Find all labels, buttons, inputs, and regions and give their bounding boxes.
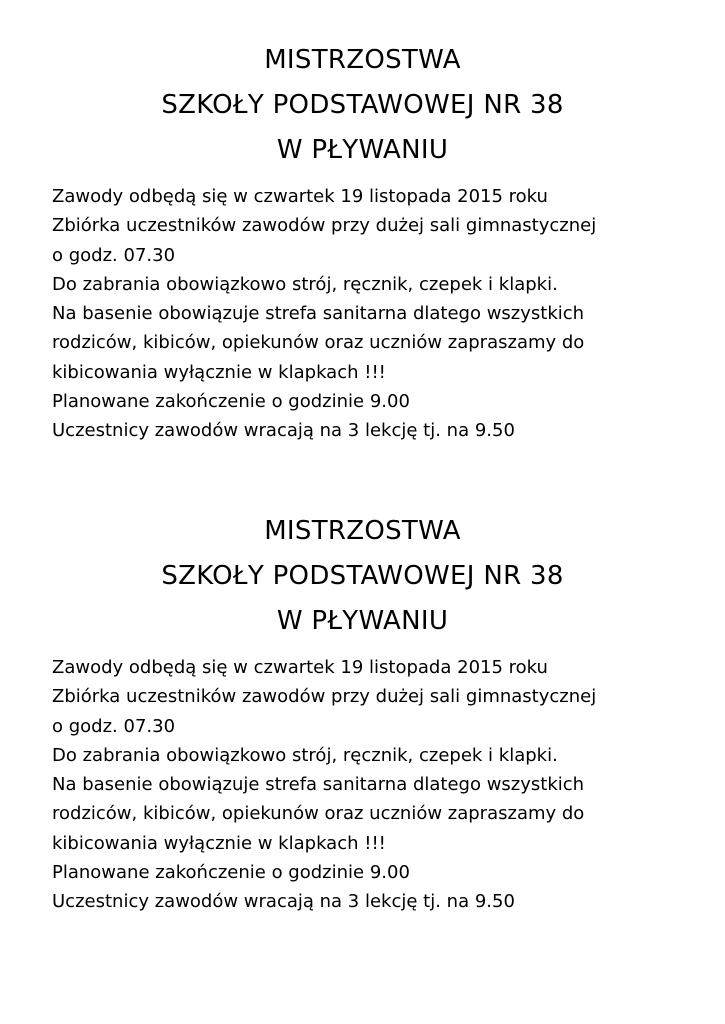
body-line: Do zabrania obowiązkowo strój, ręcznik, czepek i klapki. <box>52 273 558 295</box>
body-line: o godz. 07.30 <box>52 715 176 737</box>
body-line: rodziców, kibiców, opiekunów oraz uczniów zapraszamy do <box>52 332 585 354</box>
body-line: Do zabrania obowiązkowo strój, ręcznik, czepek i klapki. <box>52 744 558 766</box>
notice-body <box>0 653 725 917</box>
title-line: SZKOŁY PODSTAWOWEJ NR 38 <box>161 90 564 120</box>
body-line: Uczestnicy zawodów wracają na 3 lekcję tj. na 9.50 <box>52 420 515 442</box>
body-line: Planowane zakończenie o godzinie 9.00 <box>52 862 410 884</box>
notice-title <box>0 509 725 644</box>
title-line: MISTRZOSTWA <box>264 516 461 546</box>
title-line: W PŁYWANIU <box>276 135 449 165</box>
notice-top <box>0 38 725 446</box>
body-line: Planowane zakończenie o godzinie 9.00 <box>52 391 410 413</box>
title-line: SZKOŁY PODSTAWOWEJ NR 38 <box>161 561 564 591</box>
body-line: kibicowania wyłącznie w klapkach !!! <box>52 832 386 854</box>
notice-bottom <box>0 509 725 917</box>
body-line: o godz. 07.30 <box>52 244 176 266</box>
body-line: Zawody odbędą się w czwartek 19 listopada 2015 roku <box>52 657 548 678</box>
notice-body <box>0 182 725 446</box>
title-line: W PŁYWANIU <box>276 606 449 636</box>
body-line: Uczestnicy zawodów wracają na 3 lekcję tj. na 9.50 <box>52 891 515 913</box>
body-line: rodziców, kibiców, opiekunów oraz uczniów zapraszamy do <box>52 803 585 825</box>
notice-title <box>0 38 725 173</box>
body-line: Zbiórka uczestników zawodów przy dużej sali gimnastycznej <box>52 686 597 708</box>
body-line: Zawody odbędą się w czwartek 19 listopada 2015 roku <box>52 186 548 207</box>
title-line: MISTRZOSTWA <box>264 45 461 75</box>
body-line: Na basenie obowiązuje strefa sanitarna dlatego wszystkich <box>52 303 585 325</box>
body-line: Na basenie obowiązuje strefa sanitarna dlatego wszystkich <box>52 774 585 796</box>
body-line: Zbiórka uczestników zawodów przy dużej sali gimnastycznej <box>52 215 597 237</box>
body-line: kibicowania wyłącznie w klapkach !!! <box>52 361 386 383</box>
